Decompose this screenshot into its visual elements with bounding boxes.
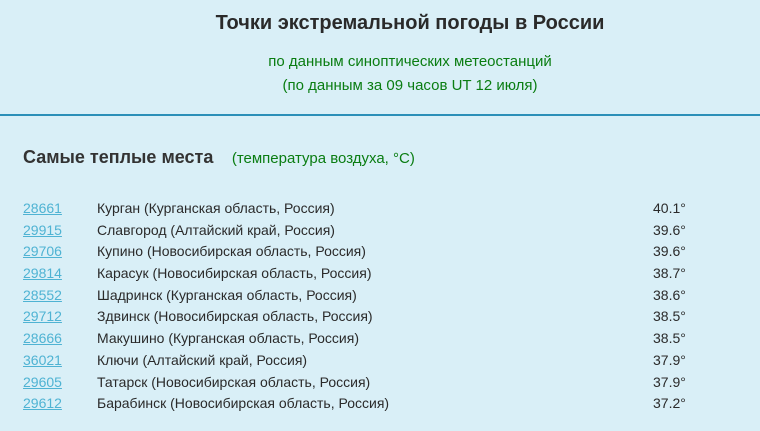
temperature-value: 40.1° <box>653 200 686 216</box>
station-list <box>0 198 760 415</box>
list-item <box>0 220 760 242</box>
list-item <box>0 306 760 328</box>
temperature-value: 38.6° <box>653 286 686 303</box>
list-item <box>0 350 760 372</box>
temperature-value: 37.9° <box>653 373 686 390</box>
station-link[interactable]: 29706 <box>23 243 62 260</box>
list-item <box>0 285 760 307</box>
place-name: Ключи (Алтайский край, Россия) <box>97 351 308 368</box>
station-link[interactable]: 36021 <box>23 351 62 368</box>
temperature-value: 38.7° <box>653 265 686 282</box>
section-note: (температура воздуха, °С) <box>231 150 415 167</box>
temperature-value: 37.2° <box>653 395 686 412</box>
temperature-value: 38.5° <box>653 308 686 325</box>
page-subtitle-source: по данным синоптических метеостанций <box>268 53 552 70</box>
section-heading <box>23 147 415 168</box>
list-item <box>0 372 760 394</box>
place-name: Шадринск (Курганская область, Россия) <box>97 286 357 303</box>
header-divider <box>0 114 760 116</box>
temperature-value: 37.9° <box>653 351 686 368</box>
place-name: Барабинск (Новосибирская область, Россия) <box>97 395 390 412</box>
place-name: Карасук (Новосибирская область, Россия) <box>97 265 372 282</box>
list-item <box>0 393 760 415</box>
place-name: Макушино (Курганская область, Россия) <box>97 330 359 347</box>
list-item <box>0 198 760 220</box>
page-header <box>0 0 760 115</box>
station-link[interactable]: 29612 <box>23 395 62 412</box>
place-name: Купино (Новосибирская область, Россия) <box>97 243 366 260</box>
station-link[interactable]: 29712 <box>23 308 62 325</box>
station-link[interactable]: 28552 <box>23 286 62 303</box>
list-item <box>0 263 760 285</box>
temperature-value: 38.5° <box>653 330 686 347</box>
page-subtitle-time: (по данным за 09 часов UT 12 июля) <box>282 77 538 94</box>
station-link[interactable]: 29915 <box>23 221 62 238</box>
place-name: Славгород (Алтайский край, Россия) <box>97 221 335 238</box>
temperature-value: 39.6° <box>653 221 686 238</box>
place-name: Татарск (Новосибирская область, Россия) <box>97 373 371 390</box>
station-link[interactable]: 29814 <box>23 265 62 282</box>
station-link[interactable]: 28661 <box>23 200 62 216</box>
temperature-value: 39.6° <box>653 243 686 260</box>
page-title: Точки экстремальной погоды в России <box>215 12 605 34</box>
station-link[interactable]: 29605 <box>23 373 62 390</box>
list-item <box>0 328 760 350</box>
place-name: Курган (Курганская область, Россия) <box>97 200 335 216</box>
list-item <box>0 241 760 263</box>
place-name: Здвинск (Новосибирская область, Россия) <box>97 308 373 325</box>
section-title: Самые теплые места <box>23 147 214 167</box>
station-link[interactable]: 28666 <box>23 330 62 347</box>
